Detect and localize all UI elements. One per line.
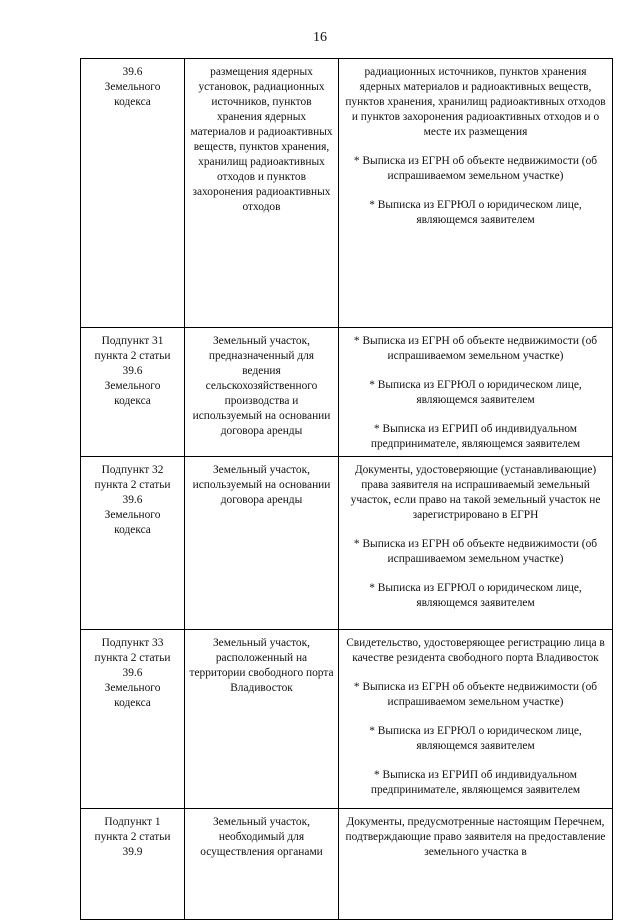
article-line: Подпункт 32 (101, 464, 164, 476)
document-item: * Выписка из ЕГРЮЛ о юридическом лице, являющемся заявителем (369, 199, 582, 226)
table-row (81, 457, 613, 630)
article-cell (81, 809, 185, 920)
article-line: кодекса (114, 96, 151, 108)
table-row (81, 809, 613, 920)
description-cell: размещения ядерных установок, радиационных источников, пунктов хранения ядерных материалов и радиоактивных веществ, пунктов хранения, хранилищ радиоактивных отходов и пунктов захоронения радиоактивных отходов (185, 59, 339, 328)
document-item: * Выписка из ЕГРИП об индивидуальном предпринимателе, являющемся заявителем (370, 423, 581, 450)
description-cell: Земельный участок, расположенный на территории свободного порта Владивосток (185, 630, 339, 809)
article-line: Земельного (104, 682, 161, 694)
article-line: 39.6 (122, 365, 143, 377)
article-cell (81, 59, 185, 328)
article-line: кодекса (114, 697, 151, 709)
document-item: * Выписка из ЕГРИП об индивидуальном предпринимателе, являющемся заявителем (370, 769, 581, 796)
article-line: Подпункт 33 (101, 637, 164, 649)
table-row (81, 630, 613, 809)
article-line: Земельного (104, 81, 161, 93)
document-item: * Выписка из ЕГРН об объекте недвижимости (об испрашиваемом земельном участке) (353, 681, 598, 708)
document-item: Документы, удостоверяющие (устанавливающие) права заявителя на испрашиваемый земельный участок, если право на такой земельный участок не зарегистрировано в ЕГРН (350, 464, 601, 521)
document-item: Свидетельство, удостоверяющее регистрацию лица в качестве резидента свободного порта Владивосток (346, 637, 605, 664)
document-item: * Выписка из ЕГРН об объекте недвижимости (об испрашиваемом земельном участке) (353, 335, 598, 362)
article-line: Подпункт 31 (101, 335, 164, 347)
article-line: Земельного (104, 380, 161, 392)
description-cell: Земельный участок, необходимый для осуществления органами (185, 809, 339, 920)
article-line: Земельного (104, 509, 161, 521)
document-item: * Выписка из ЕГРН об объекте недвижимости (об испрашиваемом земельном участке) (353, 538, 598, 565)
documents-cell (339, 630, 613, 809)
description-cell: Земельный участок, предназначенный для ведения сельскохозяйственного производства и используемый на основании договора аренды (185, 328, 339, 457)
article-line: пункта 2 статьи (94, 479, 171, 491)
article-line: кодекса (114, 395, 151, 407)
documents-cell (339, 328, 613, 457)
article-line: пункта 2 статьи (94, 831, 171, 843)
table-row (81, 59, 613, 328)
article-line: пункта 2 статьи (94, 652, 171, 664)
documents-table (80, 58, 613, 920)
documents-cell (339, 59, 613, 328)
article-line: Подпункт 1 (104, 816, 161, 828)
description-cell: Земельный участок, используемый на основании договора аренды (185, 457, 339, 630)
article-cell (81, 630, 185, 809)
document-item: * Выписка из ЕГРЮЛ о юридическом лице, являющемся заявителем (369, 582, 582, 609)
article-line: кодекса (114, 524, 151, 536)
article-line: 39.6 (122, 667, 143, 679)
document-item: радиационных источников, пунктов хранения ядерных материалов и радиоактивных веществ, пунктов хранения, хранилищ радиоактивных отходов и пунктов захоронения радиоактивных отходов и о месте их размещения (345, 66, 606, 138)
page-number: 16 (313, 30, 327, 45)
documents-cell (339, 457, 613, 630)
document-item: * Выписка из ЕГРЮЛ о юридическом лице, являющемся заявителем (369, 725, 582, 752)
article-line: 39.6 (122, 494, 143, 506)
article-line: пункта 2 статьи (94, 350, 171, 362)
document-item: * Выписка из ЕГРЮЛ о юридическом лице, являющемся заявителем (369, 379, 582, 406)
article-line: 39.6 (122, 66, 143, 78)
documents-cell (339, 809, 613, 920)
document-item: Документы, предусмотренные настоящим Перечнем, подтверждающие право заявителя на предоставление земельного участка в (345, 816, 606, 858)
article-cell (81, 328, 185, 457)
document-item: * Выписка из ЕГРН об объекте недвижимости (об испрашиваемом земельном участке) (353, 155, 598, 182)
table-row (81, 328, 613, 457)
article-cell (81, 457, 185, 630)
article-line: 39.9 (122, 846, 143, 858)
